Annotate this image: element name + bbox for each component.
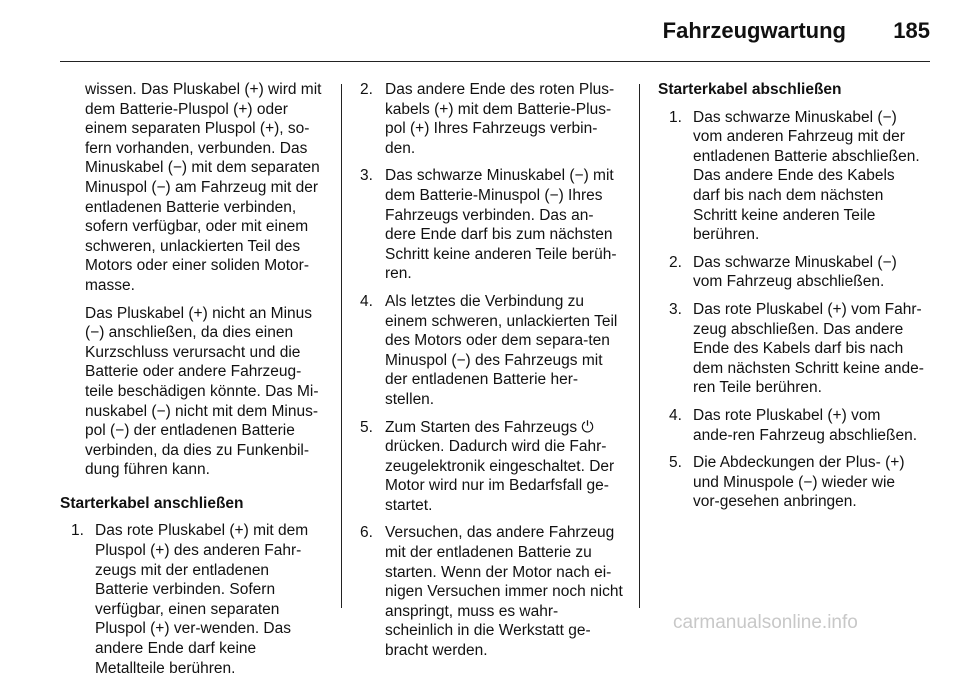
page-title: Fahrzeugwartung: [662, 18, 846, 43]
section-heading-disconnect: Starterkabel abschließen: [658, 81, 842, 98]
list-item: [360, 80, 624, 158]
list-item-number: 1.: [71, 522, 84, 540]
list-item-text: Das schwarze Minuskabel (−) mit dem Batterie-Minuspol (−) Ihres Fahrzeugs verbinden. Das an-dere Ende darf bis zum nächsten Schritt keine anderen Teile berüh-ren.: [385, 167, 617, 283]
connect-steps-list: [60, 521, 326, 678]
paragraph-connection-continued: wissen. Das Pluskabel (+) wird mit dem Batterie-Pluspol (+) oder einem separaten Pluspol (+), so-fern vorhanden, verbunden. Das Minuskabel (−) mit dem separaten Minuspol (−) am Fahrzeug mit der entladenen Batterie verbinden, sofern verfügbar, oder mit einem schweren, unlackierten Teil des Motors oder einer soliden Motor-masse.: [85, 81, 322, 294]
list-item: [360, 523, 624, 660]
list-item-text: Das rote Pluskabel (+) vom Fahr-zeug abschließen. Das andere Ende des Kabels darf bis nach dem nächsten Schritt keine ande-ren Teile berühren.: [693, 300, 924, 397]
column-2: [360, 80, 624, 669]
section-heading-connect: Starterkabel anschließen: [60, 494, 244, 512]
list-item: [658, 108, 924, 245]
header-divider: [60, 61, 930, 62]
list-item-text: Zum Starten des Fahrzeugs ⏻ drücken. Dadurch wird die Fahr-zeugelektronik eingeschaltet. Der Motor wird nur im Bedarfsfall ge-startet.: [385, 418, 615, 514]
connect-steps-list-continued: [360, 80, 624, 661]
list-item-number: 5.: [360, 418, 373, 436]
list-item-number: 6.: [360, 524, 373, 542]
watermark: carmanualsonline.info: [673, 612, 858, 633]
page-number: 185: [893, 18, 930, 43]
list-item-number: 2.: [669, 253, 682, 271]
list-item-text: Das andere Ende des roten Plus-kabels (+) mit dem Batterie-Plus-pol (+) Ihres Fahrzeugs verbin-den.: [385, 81, 615, 157]
page-header: [0, 0, 960, 62]
list-item-number: 4.: [669, 406, 682, 424]
list-item: [360, 292, 624, 410]
list-item-number: 1.: [669, 108, 682, 126]
list-item: [360, 166, 624, 284]
list-item-text: Das schwarze Minuskabel (−) vom Fahrzeug abschließen.: [693, 253, 897, 291]
paragraph-warning: Das Pluskabel (+) nicht an Minus (−) anschließen, da dies einen Kurzschluss verursacht und die Batterie oder andere Fahrzeug-teile beschädigen könnte. Das Mi-nuskabel (−) nicht mit dem Minus-pol (−) der entladenen Batterie verbinden, da dies zu Funkenbil-dung führen kann.: [85, 304, 319, 479]
list-item: [60, 521, 326, 678]
disconnect-steps-list: [658, 108, 924, 512]
list-item: [658, 406, 924, 445]
column-1: [60, 80, 326, 686]
list-item-text: Als letztes die Verbindung zu einem schweren, unlackierten Teil des Motors oder dem separa-ten Minuspol (−) des Fahrzeugs mit der entladenen Batterie her-stellen.: [385, 292, 618, 408]
list-item-number: 5.: [669, 454, 682, 472]
list-item-number: 4.: [360, 292, 373, 310]
list-item: [360, 418, 624, 516]
list-item-number: 3.: [360, 167, 373, 185]
list-item-number: 2.: [360, 81, 373, 98]
list-item: [658, 300, 924, 398]
list-item-text: Das rote Pluskabel (+) vom ande-ren Fahrzeug abschließen.: [693, 406, 918, 444]
column-3: [658, 80, 924, 520]
list-item-text: Das schwarze Minuskabel (−) vom anderen Fahrzeug mit der entladenen Batterie abschließen. Das andere Ende des Kabels darf bis nach dem nächsten Schritt keine anderen Teile berühren.: [693, 108, 920, 244]
list-item-text: Versuchen, das andere Fahrzeug mit der entladenen Batterie zu starten. Wenn der Motor nach ei-nigen Versuchen immer noch nicht anspringt, muss es wahr-scheinlich in die Werkstatt ge-bracht werden.: [385, 524, 623, 660]
column-divider-2: [639, 84, 640, 608]
list-item: [658, 453, 924, 512]
list-item: [658, 253, 924, 292]
list-item-text: Die Abdeckungen der Plus- (+) und Minuspole (−) wieder wie vor-gesehen anbringen.: [693, 454, 905, 511]
list-item-number: 3.: [669, 300, 682, 318]
list-item-text: Das rote Pluskabel (+) mit dem Pluspol (+) des anderen Fahr-zeugs mit der entladenen Batterie verbinden. Sofern verfügbar, einen separaten Pluspol (+) ver-wenden. Das andere Ende darf keine Metallteile berühren.: [95, 522, 309, 677]
column-divider-1: [341, 84, 342, 608]
